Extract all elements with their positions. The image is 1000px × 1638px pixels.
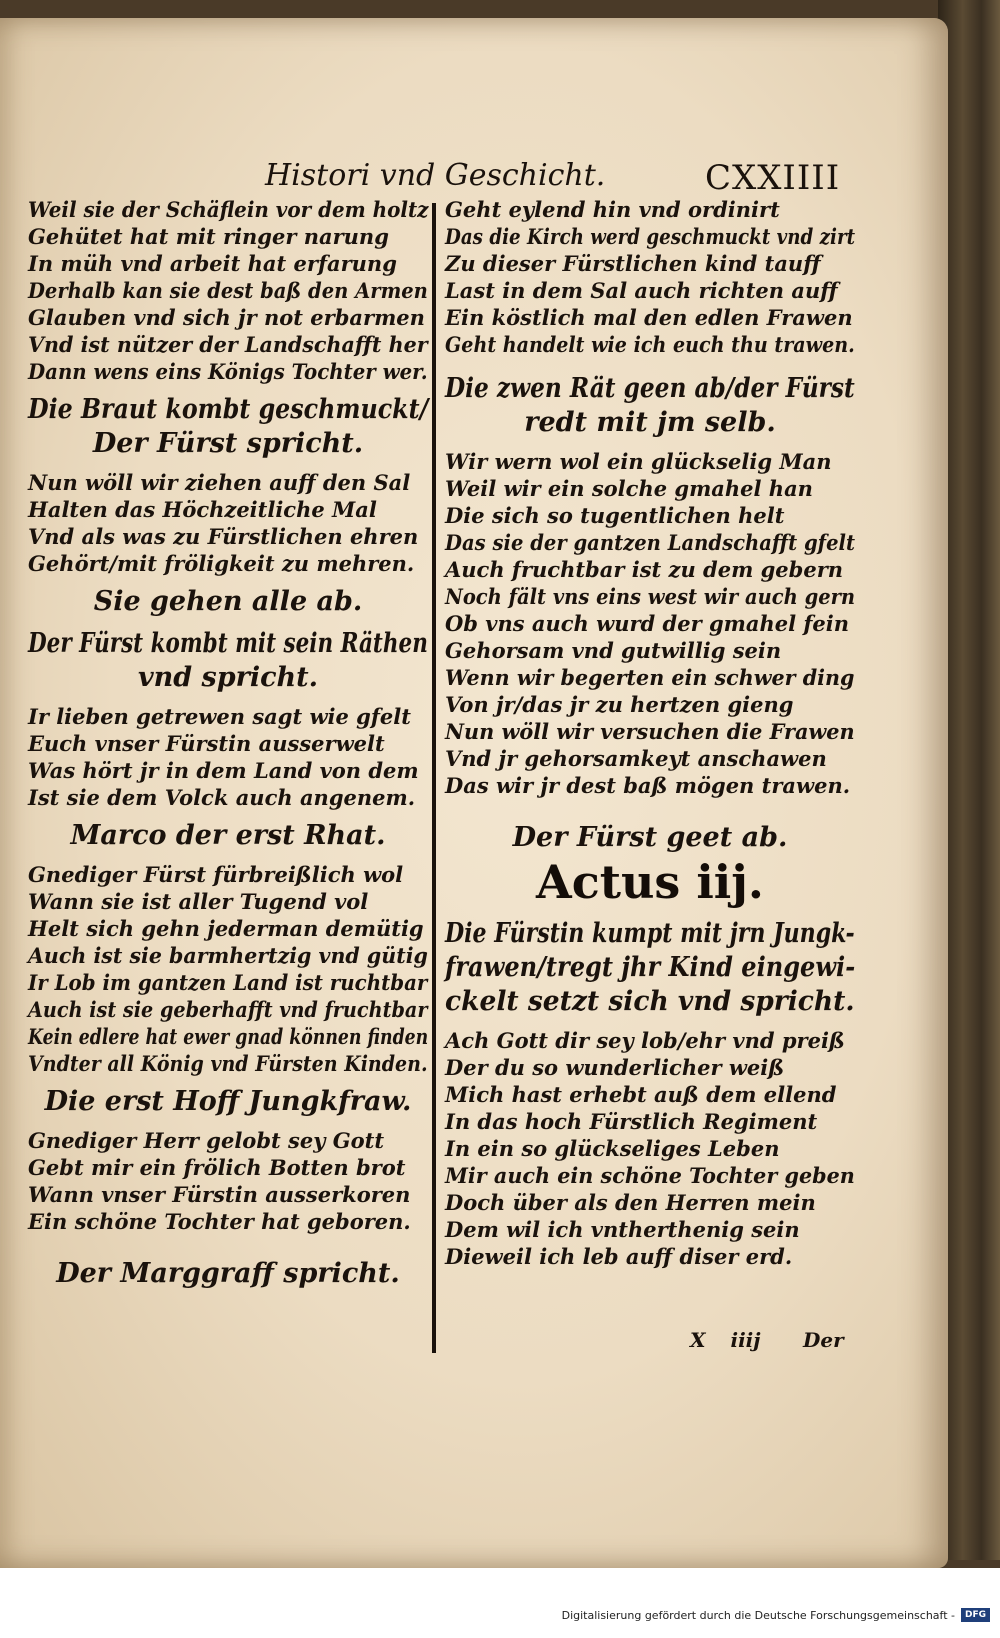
- verse-line: Gnediger Fürst fürbreißlich wol: [28, 862, 404, 887]
- stage-direction: Der Fürst spricht.: [92, 428, 364, 459]
- verse-line: Der du so wunderlicher weiß: [445, 1055, 785, 1080]
- verse-line: Gnediger Herr gelobt sey Gott: [28, 1128, 385, 1153]
- verse-line: Zu dieser Fürstlichen kind tauff: [445, 251, 821, 276]
- verse-line: Ach Gott dir sey lob/ehr vnd preiß: [445, 1028, 845, 1053]
- left-column: [28, 196, 428, 1291]
- verse-line: Wann sie ist aller Tugend vol: [28, 889, 369, 914]
- verse-line: Ein schöne Tochter hat geboren.: [28, 1209, 411, 1234]
- speaker-heading: Die erst Hoff Jungkfraw.: [44, 1086, 412, 1117]
- verse-line: Vndter all König vnd Fürsten Kinden.: [28, 1051, 428, 1076]
- verse-line: Ist sie dem Volck auch angenem.: [28, 785, 416, 810]
- verse-block: [28, 196, 428, 385]
- verse-line: Auch ist sie geberhafft vnd fruchtbar: [28, 997, 428, 1022]
- verse-line: Geht eylend hin vnd ordinirt: [445, 197, 780, 222]
- verse-line: Weil wir ein solche gmahel han: [445, 476, 813, 501]
- verse-line: Nun wöll wir versuchen die Frawen: [445, 719, 855, 744]
- verse-block: [445, 1027, 855, 1270]
- verse-line: Ein köstlich mal den edlen Frawen: [445, 305, 853, 330]
- verse-line: In müh vnd arbeit hat erfarung: [28, 251, 397, 276]
- stage-direction: ckelt setzt sich vnd spricht.: [445, 986, 855, 1017]
- stage-direction: Der Fürst kombt mit sein Räthen: [28, 628, 428, 659]
- verse-line: Gehört/mit fröligkeit zu mehren.: [28, 551, 415, 576]
- footer-strip: [0, 1568, 1000, 1638]
- speaker-heading: Marco der erst Rhat.: [70, 820, 386, 851]
- verse-line: Kein edlere hat ewer gnad können finden: [28, 1024, 429, 1049]
- verse-line: Nun wöll wir ziehen auff den Sal: [28, 470, 411, 495]
- verse-line: Euch vnser Fürstin ausserwelt: [28, 731, 385, 756]
- verse-line: Auch ist sie barmhertzig vnd gütig: [28, 943, 428, 968]
- verse-line: Auch fruchtbar ist zu dem gebern: [445, 557, 844, 582]
- verse-line: Das die Kirch werd geschmuckt vnd zirt: [445, 224, 856, 249]
- credit-text: Digitalisierung gefördert durch die Deutsche Forschungsgemeinschaft -: [561, 1608, 955, 1622]
- verse-line: In ein so glückseliges Leben: [445, 1136, 780, 1161]
- verse-line: Last in dem Sal auch richten auff: [445, 278, 838, 303]
- verse-block: [28, 703, 428, 811]
- stage-direction: Der Fürst geet ab.: [512, 822, 788, 853]
- verse-block: [28, 861, 428, 1077]
- verse-line: Ir lieben getrewen sagt wie gfelt: [28, 704, 411, 729]
- verse-line: Gehorsam vnd gutwillig sein: [445, 638, 782, 663]
- verse-line: Glauben vnd sich jr not erbarmen: [28, 305, 425, 330]
- stage-direction: redt mit jm selb.: [524, 407, 776, 438]
- verse-line: Das sie der gantzen Landschafft gfelt: [445, 530, 856, 555]
- verse-block: [28, 469, 428, 577]
- verse-line: Das wir jr dest baß mögen trawen.: [445, 773, 851, 798]
- verse-line: Vnd als was zu Fürstlichen ehren: [28, 524, 419, 549]
- stage-direction: Sie gehen alle ab.: [93, 586, 363, 617]
- verse-line: Vnd jr gehorsamkeyt anschawen: [445, 746, 827, 771]
- catchword: Der: [803, 1328, 844, 1352]
- stage-direction: frawen/tregt jhr Kind eingewi-: [445, 952, 856, 983]
- verse-line: Doch über als den Herren mein: [445, 1190, 816, 1215]
- stage-direction: vnd spricht.: [137, 662, 319, 693]
- verse-line: Die sich so tugentlichen helt: [445, 503, 785, 528]
- verse-line: Dann wens eins Königs Tochter wer.: [28, 359, 428, 384]
- verse-line: Wir wern wol ein glückselig Man: [445, 449, 832, 474]
- running-header: Histori vnd Geschicht.: [265, 158, 606, 193]
- stage-direction: Die Braut kombt geschmuckt/: [28, 394, 429, 425]
- verse-line: Halten das Höchzeitliche Mal: [28, 497, 377, 522]
- speaker-heading: Der Marggraff spricht.: [56, 1258, 400, 1289]
- verse-line: Wenn wir begerten ein schwer ding: [445, 665, 855, 690]
- verse-line: Was hört jr in dem Land von dem: [28, 758, 419, 783]
- verse-line: Mich hast erhebt auß dem ellend: [445, 1082, 837, 1107]
- verse-line: Mir auch ein schöne Tochter geben: [445, 1163, 855, 1188]
- verse-line: Noch fält vns eins west wir auch gern: [445, 584, 856, 609]
- verse-line: Gehütet hat mit ringer narung: [28, 224, 389, 249]
- verse-block: [28, 1127, 428, 1235]
- signature-mark: X iiij: [690, 1328, 761, 1352]
- verse-line: Wann vnser Fürstin ausserkoren: [28, 1182, 411, 1207]
- verse-block: [445, 448, 855, 799]
- stage-direction: Die Fürstin kumpt mit jrn Jungk-: [445, 918, 855, 949]
- verse-line: Derhalb kan sie dest baß den Armen: [28, 278, 428, 303]
- verse-line: Dieweil ich leb auff diser erd.: [445, 1244, 793, 1269]
- column-divider: [432, 203, 436, 1353]
- verse-line: Von jr/das jr zu hertzen gieng: [445, 692, 794, 717]
- verse-line: Ob vns auch wurd der gmahel fein: [445, 611, 850, 636]
- verse-line: Weil sie der Schäflein vor dem holtz: [28, 197, 429, 222]
- act-heading: Actus iij.: [536, 855, 764, 909]
- verse-line: Dem wil ich vntherthenig sein: [445, 1217, 800, 1242]
- dfg-logo-icon: DFG: [961, 1608, 990, 1622]
- verse-line: Vnd ist nützer der Landschafft her: [28, 332, 428, 357]
- verse-line: Ir Lob im gantzen Land ist ruchtbar: [28, 970, 428, 995]
- verse-line: Helt sich gehn jederman demütig: [28, 916, 424, 941]
- verse-line: Geht handelt wie ich euch thu trawen.: [445, 332, 855, 357]
- book-page: [0, 18, 948, 1568]
- right-column: [445, 196, 855, 1270]
- verse-block: [445, 196, 855, 358]
- stage-direction: Die zwen Rät geen ab/der Fürst: [445, 373, 855, 404]
- digitization-credit: [562, 1608, 990, 1622]
- verse-line: Gebt mir ein frölich Botten brot: [28, 1155, 406, 1180]
- folio-number: CXXIIII: [705, 158, 841, 198]
- verse-line: In das hoch Fürstlich Regiment: [445, 1109, 818, 1134]
